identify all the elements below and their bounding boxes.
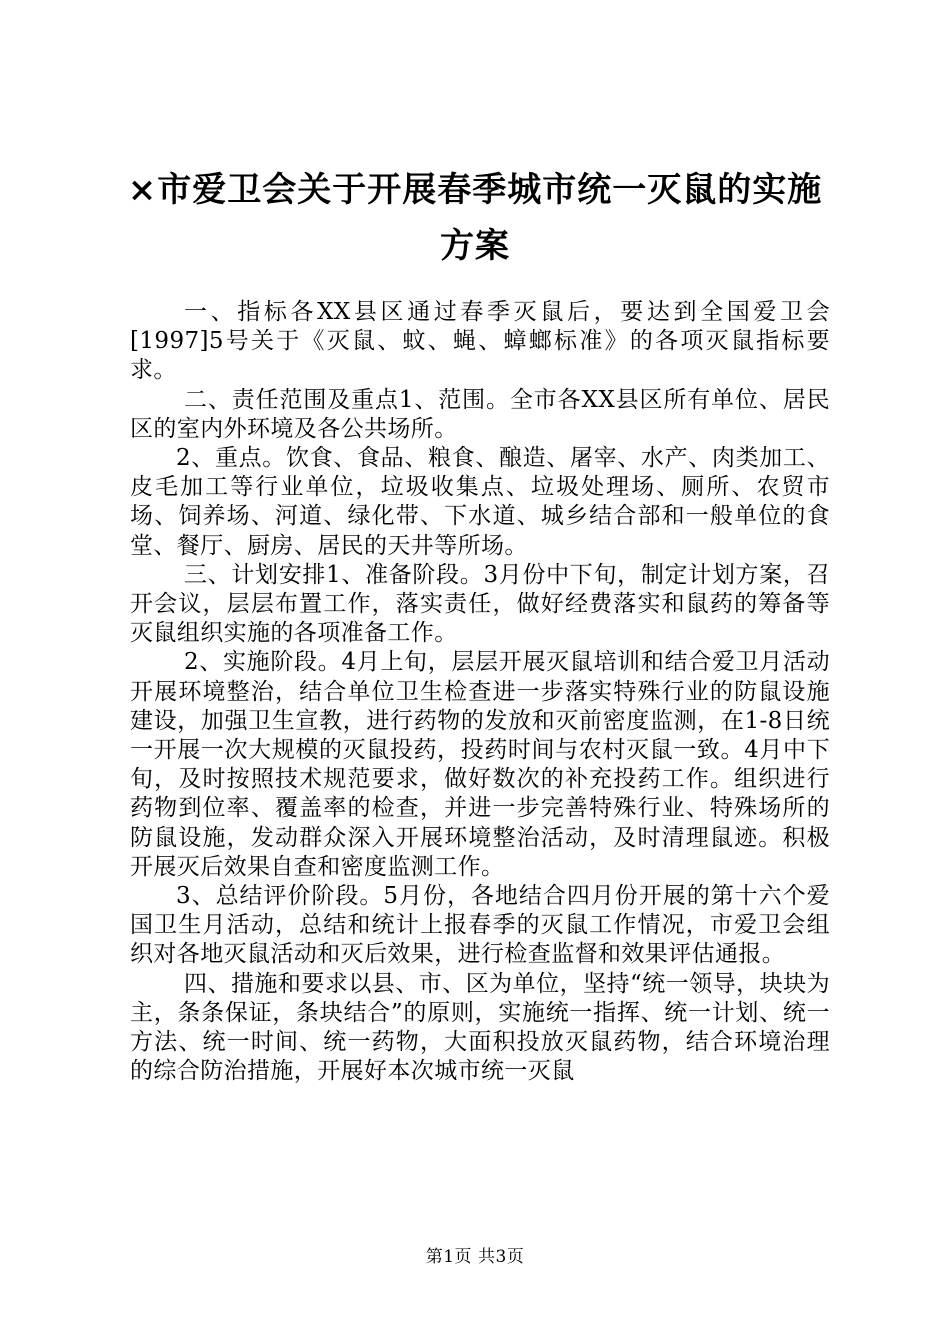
document-body: [130, 298, 830, 1086]
paragraph-preparation: 三、计划安排1、准备阶段。3月份中下旬，制定计划方案，召开会议，层层布置工作，落实责任，做好经费落实和鼠药的筹备等灭鼠组织实施的各项准备工作。: [130, 561, 830, 647]
paragraph-measures: 四、措施和要求以县、市、区为单位，坚持“统一领导，块块为主，条条保证，条块结合”的原则，实施统一指挥、统一计划、统一方法、统一时间、统一药物，大面积投放灭鼠药物，结合环境治理的综合防治措施，开展好本次城市统一灭鼠: [130, 970, 830, 1085]
paragraph-implementation: 2、实施阶段。4月上旬，层层开展灭鼠培训和结合爱卫月活动开展环境整治，结合单位卫生检查进一步落实特殊行业的防鼠设施建设，加强卫生宣教，进行药物的发放和灭前密度监测，在1-8日统一开展一次大规模的灭鼠投药，投药时间与农村灭鼠一致。4月中下旬，及时按照技术规范要求，做好数次的补充投药工作。组织进行药物到位率、覆盖率的检查，并进一步完善特殊行业、特殊场所的防鼠设施，发动群众深入开展环境整治活动，及时清理鼠迹。积极开展灭后效果自查和密度监测工作。: [130, 649, 830, 880]
paragraph-scope: 二、责任范围及重点1、范围。全市各XX县区所有单位、居民区的室内外环境及各公共场所。: [130, 386, 830, 442]
paragraph-evaluation: 3、总结评价阶段。5月份，各地结合四月份开展的第十六个爱国卫生月活动，总结和统计上报春季的灭鼠工作情况，市爱卫会组织对各地灭鼠活动和灭后效果，进行检查监督和效果评估通报。: [130, 883, 830, 968]
paragraph-targets: 一、指标各XX县区通过春季灭鼠后，要达到全国爱卫会[1997]5号关于《灭鼠、蚊、蝇、蟑螂标准》的各项灭鼠指标要求。: [130, 299, 830, 384]
page-footer: 第1页 共3页: [425, 1247, 525, 1267]
document-title: ×市爱卫会关于开展春季城市统一灭鼠的实施方案: [127, 170, 823, 266]
paragraph-key-points: 2、重点。饮食、食品、粮食、酿造、屠宰、水产、肉类加工、皮毛加工等行业单位，垃圾收集点、垃圾处理场、厕所、农贸市场、饲养场、河道、绿化带、下水道、城乡结合部和一般单位的食堂、餐厅、厨房、居民的天井等所场。: [130, 445, 830, 559]
